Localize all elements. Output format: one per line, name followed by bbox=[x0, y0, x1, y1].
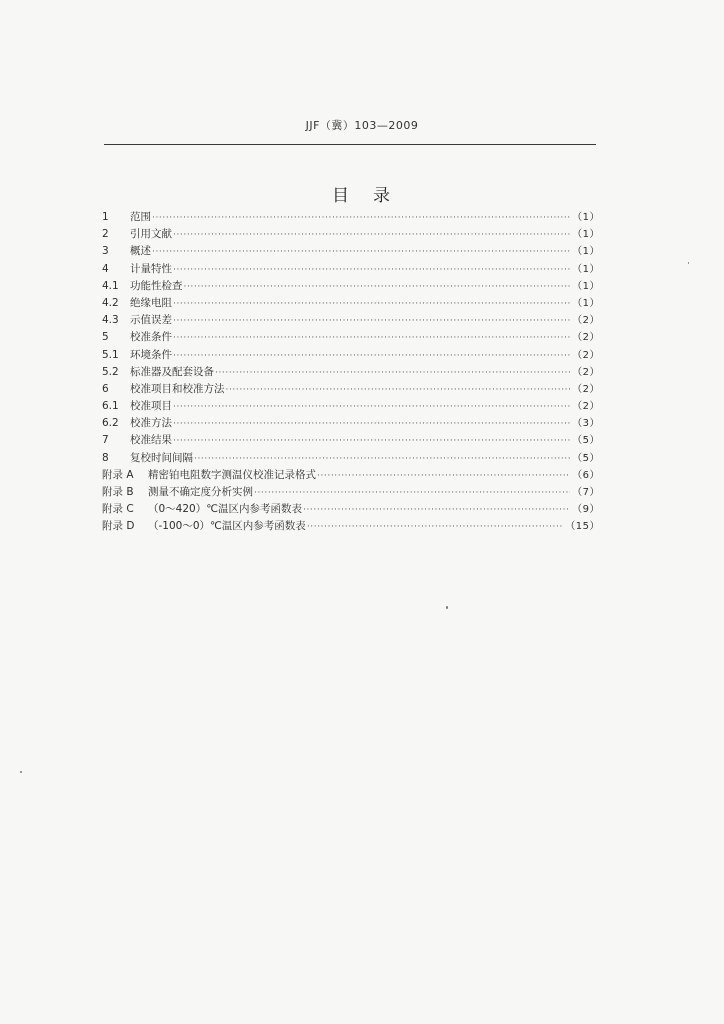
toc-entry bbox=[102, 501, 600, 518]
toc-entry-label: 校准项目 bbox=[130, 400, 172, 413]
toc-entry-page: （1） bbox=[572, 297, 600, 309]
toc-entry-label: 示值误差 bbox=[130, 314, 172, 327]
toc-entry bbox=[102, 450, 600, 467]
toc-entry bbox=[102, 364, 600, 381]
toc-entry-label: 精密铂电阻数字测温仪校准记录格式 bbox=[148, 468, 316, 481]
toc-entry-number: 6 bbox=[102, 382, 109, 395]
toc-leader-dots bbox=[173, 433, 570, 450]
toc-entry-page: （1） bbox=[572, 212, 600, 223]
toc-entry-number: 4.3 bbox=[102, 314, 119, 327]
toc-entry bbox=[102, 278, 600, 295]
toc-entry-page: （2） bbox=[572, 366, 600, 378]
scan-speck bbox=[20, 771, 22, 773]
toc-entry bbox=[102, 312, 600, 329]
toc-leader-dots bbox=[173, 330, 570, 347]
toc-leader-dots bbox=[317, 468, 570, 485]
toc-entry-label: 校准项目和校准方法 bbox=[130, 382, 225, 395]
toc-entry bbox=[102, 484, 600, 501]
toc-leader-dots bbox=[307, 519, 563, 536]
toc-entry bbox=[102, 415, 600, 432]
toc-entry-page: （3） bbox=[572, 418, 600, 430]
toc-entry-page: （5） bbox=[572, 435, 600, 447]
toc-entry bbox=[102, 295, 600, 312]
toc-entry-label: 概述 bbox=[130, 245, 151, 258]
toc-entry-page: （6） bbox=[572, 469, 600, 481]
toc-leader-dots bbox=[152, 210, 570, 227]
toc-entry-number: 8 bbox=[102, 451, 109, 464]
toc-entry-page: （2） bbox=[572, 349, 600, 361]
toc-leader-dots bbox=[254, 485, 570, 502]
toc-list bbox=[102, 209, 600, 536]
toc-entry-label: 范围 bbox=[130, 211, 151, 223]
toc-entry-number: 附录 D bbox=[102, 520, 135, 533]
toc-leader-dots bbox=[226, 382, 571, 399]
toc-entry-label: （0～420）℃温区内参考函数表 bbox=[148, 503, 303, 516]
toc-leader-dots bbox=[173, 399, 570, 416]
toc-leader-dots bbox=[173, 227, 570, 244]
toc-entry bbox=[102, 347, 600, 364]
toc-entry-number: 6.2 bbox=[102, 417, 119, 430]
toc-leader-dots bbox=[184, 279, 571, 296]
toc-entry-page: （2） bbox=[572, 315, 600, 327]
toc-entry-label: 计量特性 bbox=[130, 262, 172, 275]
toc-entry-label: 标准器及配套设备 bbox=[130, 365, 214, 378]
toc-entry-number: 7 bbox=[102, 434, 109, 447]
toc-entry-page: （1） bbox=[572, 263, 600, 275]
toc-entry bbox=[102, 209, 600, 226]
toc-entry-number: 附录 A bbox=[102, 468, 134, 481]
toc-entry-label: 校准条件 bbox=[130, 331, 172, 344]
toc-entry-page: （1） bbox=[572, 280, 600, 292]
toc-leader-dots bbox=[152, 244, 570, 261]
toc-leader-dots bbox=[215, 365, 570, 382]
toc-entry-label: 复校时间间隔 bbox=[130, 451, 193, 464]
toc-entry-number: 1 bbox=[102, 211, 109, 223]
toc-entry-label: （-100～0）℃温区内参考函数表 bbox=[148, 520, 306, 533]
toc-entry-page: （2） bbox=[572, 401, 600, 413]
toc-entry bbox=[102, 398, 600, 415]
toc-entry-page: （2） bbox=[572, 332, 600, 344]
toc-entry-number: 5.1 bbox=[102, 348, 119, 361]
toc-leader-dots bbox=[303, 502, 570, 519]
toc-entry-label: 功能性检查 bbox=[130, 279, 183, 292]
toc-entry-page: （5） bbox=[572, 452, 600, 464]
toc-entry bbox=[102, 226, 600, 243]
toc-entry-page: （2） bbox=[572, 383, 600, 395]
toc-entry bbox=[102, 261, 600, 278]
toc-entry-label: 引用文献 bbox=[130, 228, 172, 241]
toc-entry-page: （1） bbox=[572, 229, 600, 241]
toc-entry-number: 4.2 bbox=[102, 296, 119, 309]
toc-leader-dots bbox=[173, 296, 570, 313]
toc-entry-number: 4.1 bbox=[102, 279, 119, 292]
toc-entry bbox=[102, 467, 600, 484]
header-rule bbox=[104, 144, 596, 145]
toc-leader-dots bbox=[194, 451, 570, 468]
toc-entry-page: （9） bbox=[572, 504, 600, 516]
toc-leader-dots bbox=[173, 313, 570, 330]
toc-entry bbox=[102, 329, 600, 346]
toc-leader-dots bbox=[173, 416, 570, 433]
toc-entry bbox=[102, 381, 600, 398]
toc-entry bbox=[102, 243, 600, 260]
toc-entry-label: 环境条件 bbox=[130, 348, 172, 361]
toc-entry-label: 绝缘电阻 bbox=[130, 296, 172, 309]
scan-speck bbox=[446, 606, 448, 609]
toc-entry bbox=[102, 518, 600, 535]
toc-entry-page: （7） bbox=[572, 487, 600, 498]
toc-entry-number: 附录 C bbox=[102, 503, 134, 516]
toc-entry-label: 校准结果 bbox=[130, 434, 172, 447]
toc-entry-label: 测量不确定度分析实例 bbox=[148, 486, 253, 498]
toc-entry-label: 校准方法 bbox=[130, 417, 172, 430]
toc-title-left: 目 bbox=[332, 186, 351, 206]
toc-entry bbox=[102, 432, 600, 449]
toc-title-right: 录 bbox=[373, 186, 392, 206]
toc-entry-number: 6.1 bbox=[102, 400, 119, 413]
toc-entry-number: 5 bbox=[102, 331, 109, 344]
toc-title bbox=[0, 181, 724, 206]
standard-code-header: JJF（冀）103—2009 bbox=[305, 119, 419, 132]
toc-leader-dots bbox=[173, 348, 570, 365]
toc-entry-number: 4 bbox=[102, 262, 109, 275]
toc-entry-number: 2 bbox=[102, 228, 109, 241]
toc-leader-dots bbox=[173, 262, 570, 279]
toc-entry-page: （15） bbox=[565, 521, 600, 533]
toc-entry-number: 5.2 bbox=[102, 365, 119, 378]
scan-speck bbox=[688, 262, 689, 264]
toc-entry-number: 附录 B bbox=[102, 486, 134, 498]
toc-entry-number: 3 bbox=[102, 245, 109, 258]
toc-entry-page: （1） bbox=[572, 246, 600, 258]
